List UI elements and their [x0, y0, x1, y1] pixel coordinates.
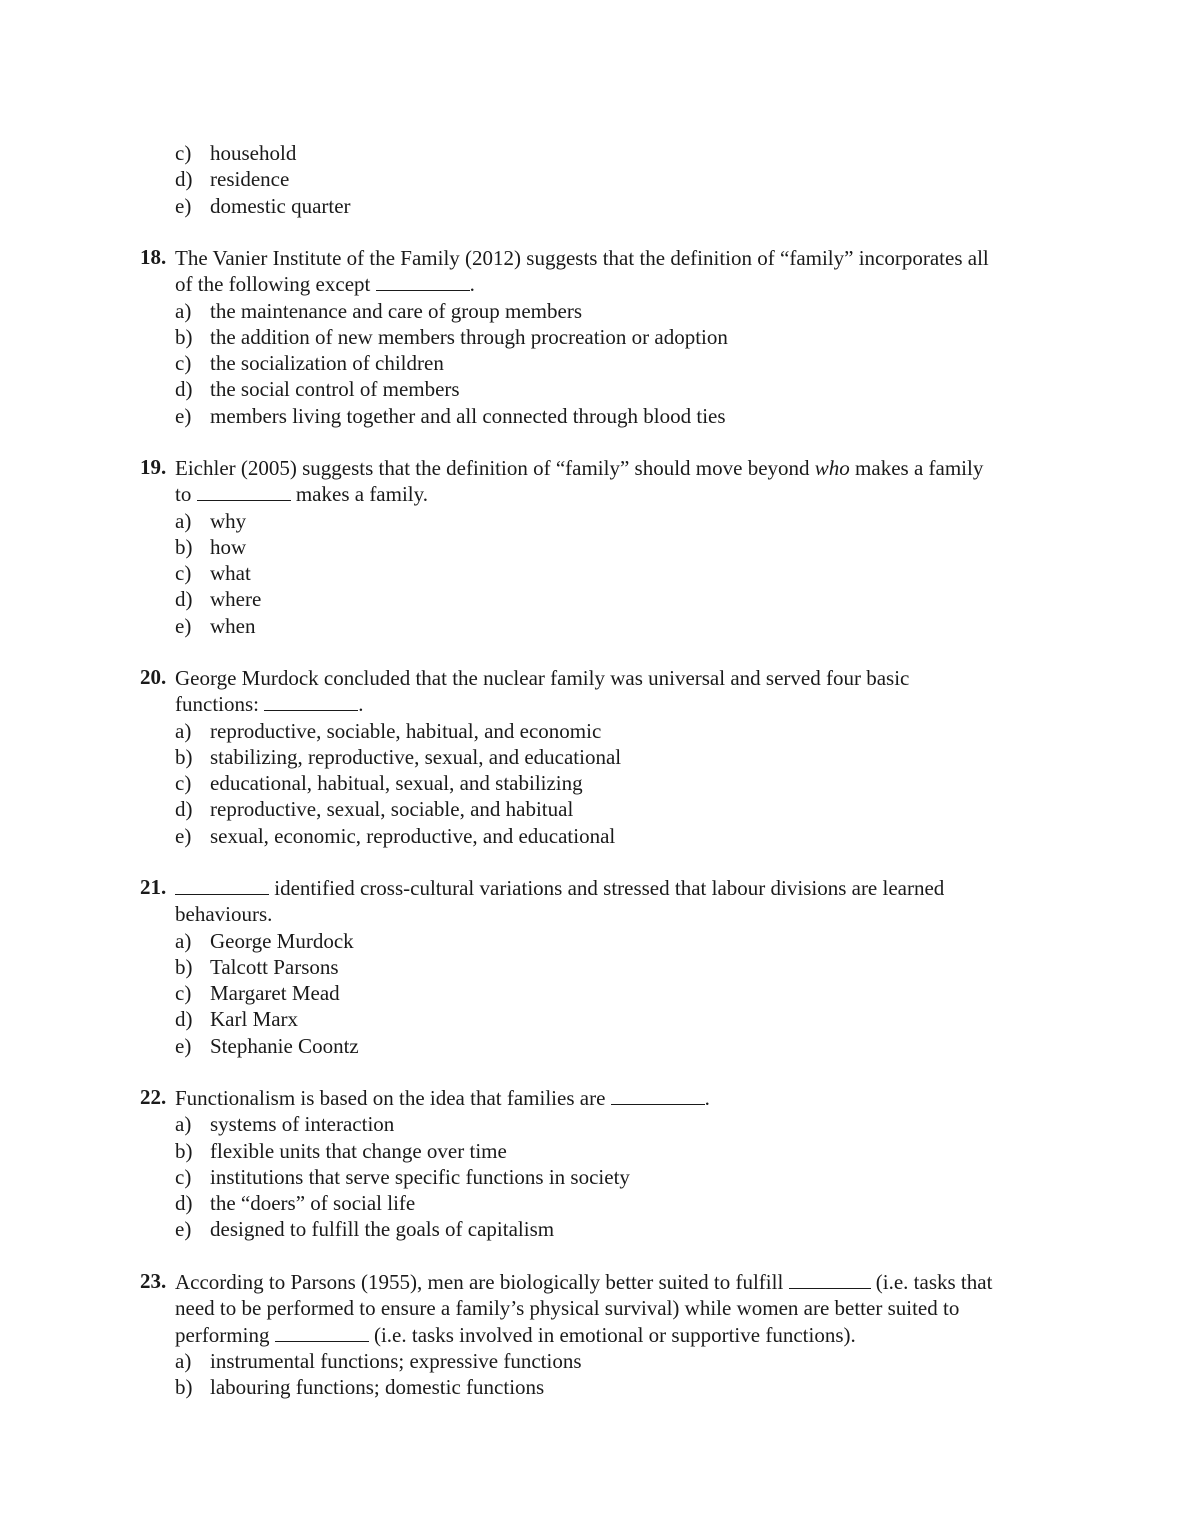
- option-letter: b): [175, 744, 193, 769]
- option: [175, 770, 1060, 796]
- option-letter: b): [175, 324, 193, 349]
- option: [175, 1348, 1060, 1374]
- option-letter: c): [175, 561, 192, 586]
- question-number: 18.: [140, 245, 167, 269]
- question-number: 23.: [140, 1269, 167, 1293]
- stem-text: (i.e. tasks involved in emotional or supportive functions).: [368, 1322, 856, 1347]
- options-list: [140, 928, 1060, 1059]
- answer-blank: [611, 1086, 705, 1105]
- options-list: [140, 718, 1060, 849]
- stem-text: of the following except: [175, 272, 376, 297]
- stem-text: makes a family: [849, 456, 984, 480]
- question-18: [140, 245, 1060, 429]
- option-letter: d): [175, 1191, 193, 1216]
- option-letter: c): [175, 351, 192, 376]
- question-number: 21.: [140, 875, 167, 899]
- option-letter: c): [175, 771, 192, 796]
- options-list: [140, 508, 1060, 639]
- option-text: designed to fulfill the goals of capitalism: [210, 1217, 555, 1242]
- option: [175, 1033, 1060, 1059]
- option-letter: d): [175, 167, 193, 192]
- option: [175, 823, 1060, 849]
- option-text: instrumental functions; expressive functions: [210, 1348, 582, 1373]
- option-letter: e): [175, 823, 192, 848]
- question-number: 22.: [140, 1085, 167, 1109]
- option-text: stabilizing, reproductive, sexual, and educational: [210, 744, 622, 769]
- option-text: flexible units that change over time: [210, 1138, 507, 1163]
- option-letter: b): [175, 954, 193, 979]
- question-stem: [140, 1269, 1060, 1348]
- option-text: when: [210, 613, 256, 638]
- option-text: Karl Marx: [210, 1007, 299, 1032]
- option: [175, 980, 1060, 1006]
- option: [175, 298, 1060, 324]
- option-text: what: [210, 561, 251, 586]
- option-letter: d): [175, 1007, 193, 1032]
- option: [175, 324, 1060, 350]
- option-text: reproductive, sociable, habitual, and economic: [210, 718, 602, 743]
- option-text: how: [210, 534, 247, 559]
- option: [175, 1111, 1060, 1137]
- option-letter: e): [175, 403, 192, 428]
- option: [175, 718, 1060, 744]
- option: [175, 508, 1060, 534]
- option-text: why: [210, 508, 247, 533]
- option: [175, 928, 1060, 954]
- option-letter: c): [175, 1164, 192, 1189]
- question-22: [140, 1085, 1060, 1243]
- stem-text: need to be performed to ensure a family’s physical survival) while women are better suited to: [175, 1296, 960, 1321]
- option: [175, 534, 1060, 560]
- option-letter: e): [175, 1033, 192, 1058]
- option-letter: d): [175, 797, 193, 822]
- option-text: the “doers” of social life: [210, 1191, 416, 1216]
- options-list: [140, 1111, 1060, 1242]
- option-text: where: [210, 587, 262, 612]
- stem-text: George Murdock concluded that the nuclear family was universal and served four basic: [175, 666, 910, 690]
- options-list: [140, 298, 1060, 429]
- option: [175, 954, 1060, 980]
- option-text: educational, habitual, sexual, and stabilizing: [210, 771, 583, 796]
- option-letter: a): [175, 928, 192, 953]
- option: [175, 1138, 1060, 1164]
- options-list: [140, 1348, 1060, 1401]
- question-19: [140, 455, 1060, 639]
- option-text: household: [210, 141, 297, 165]
- option-letter: b): [175, 534, 193, 559]
- option-text: the socialization of children: [210, 351, 444, 376]
- option-letter: c): [175, 141, 192, 165]
- option: [175, 376, 1060, 402]
- stem-text: According to Parsons (1955), men are biologically better suited to fulfill: [175, 1270, 789, 1294]
- option-letter: e): [175, 1217, 192, 1242]
- question-21: [140, 875, 1060, 1059]
- answer-blank: [275, 1323, 369, 1342]
- option: [175, 350, 1060, 376]
- option-text: Stephanie Coontz: [210, 1033, 359, 1058]
- answer-blank: [789, 1270, 871, 1289]
- option-letter: e): [175, 193, 192, 218]
- option-letter: b): [175, 1138, 193, 1163]
- option-text: labouring functions; domestic functions: [210, 1375, 545, 1400]
- stem-text: identified cross-cultural variations and stressed that labour divisions are learned: [269, 876, 945, 900]
- question-stem: [140, 875, 1060, 928]
- option: [175, 1216, 1060, 1242]
- stem-text: The Vanier Institute of the Family (2012) suggests that the definition of “family” incorporates all: [175, 246, 989, 270]
- option-text: residence: [210, 167, 290, 192]
- stem-emphasis: who: [814, 456, 850, 480]
- option-letter: e): [175, 613, 192, 638]
- option-text: reproductive, sexual, sociable, and habitual: [210, 797, 574, 822]
- question-number: 20.: [140, 665, 167, 689]
- option: [175, 796, 1060, 822]
- option: [175, 1164, 1060, 1190]
- option-letter: c): [175, 981, 192, 1006]
- option: [175, 613, 1060, 639]
- option-letter: a): [175, 508, 192, 533]
- stem-text: performing: [175, 1322, 275, 1347]
- option-letter: b): [175, 1375, 193, 1400]
- stem-text: Functionalism is based on the idea that families are: [175, 1086, 611, 1110]
- stem-text: (i.e. tasks that: [870, 1270, 993, 1294]
- stem-text: .: [704, 1086, 710, 1110]
- question-20: [140, 665, 1060, 849]
- option: [175, 560, 1060, 586]
- option: [175, 586, 1060, 612]
- option-letter: a): [175, 1348, 192, 1373]
- option: [175, 744, 1060, 770]
- option-text: Margaret Mead: [210, 981, 340, 1006]
- question-stem: [140, 245, 1060, 298]
- stem-text: Eichler (2005) suggests that the definition of “family” should move beyond: [175, 456, 815, 480]
- question-number: 19.: [140, 455, 167, 479]
- option: [175, 1006, 1060, 1032]
- question-stem: [140, 1085, 1060, 1111]
- option-text: domestic quarter: [210, 193, 351, 218]
- question-stem: [140, 455, 1060, 508]
- option-letter: a): [175, 298, 192, 323]
- option-text: institutions that serve specific functions in society: [210, 1164, 630, 1189]
- answer-blank: [376, 272, 470, 291]
- stem-text: .: [469, 272, 475, 297]
- option-text: George Murdock: [210, 928, 354, 953]
- option-text: the social control of members: [210, 377, 460, 402]
- answer-blank: [197, 482, 291, 501]
- option-letter: a): [175, 718, 192, 743]
- stem-text: .: [358, 692, 364, 717]
- option-text: the addition of new members through procreation or adoption: [210, 324, 728, 349]
- option: [175, 1374, 1060, 1400]
- stem-text: to: [175, 482, 197, 507]
- option: [175, 403, 1060, 429]
- option-letter: d): [175, 587, 193, 612]
- option-letter: d): [175, 377, 193, 402]
- stem-text: functions:: [175, 692, 265, 717]
- option: [175, 1190, 1060, 1216]
- option-text: the maintenance and care of group members: [210, 298, 583, 323]
- option-text: systems of interaction: [210, 1112, 395, 1137]
- option-text: sexual, economic, reproductive, and educational: [210, 823, 616, 848]
- stem-text: behaviours.: [175, 902, 273, 927]
- answer-blank: [264, 692, 358, 711]
- answer-blank: [175, 876, 269, 895]
- question-23: [140, 1269, 1060, 1400]
- option-text: members living together and all connected through blood ties: [210, 403, 726, 428]
- question-stem: [140, 665, 1060, 718]
- option-text: Talcott Parsons: [210, 954, 339, 979]
- option-letter: a): [175, 1112, 192, 1137]
- stem-text: makes a family.: [290, 482, 429, 507]
